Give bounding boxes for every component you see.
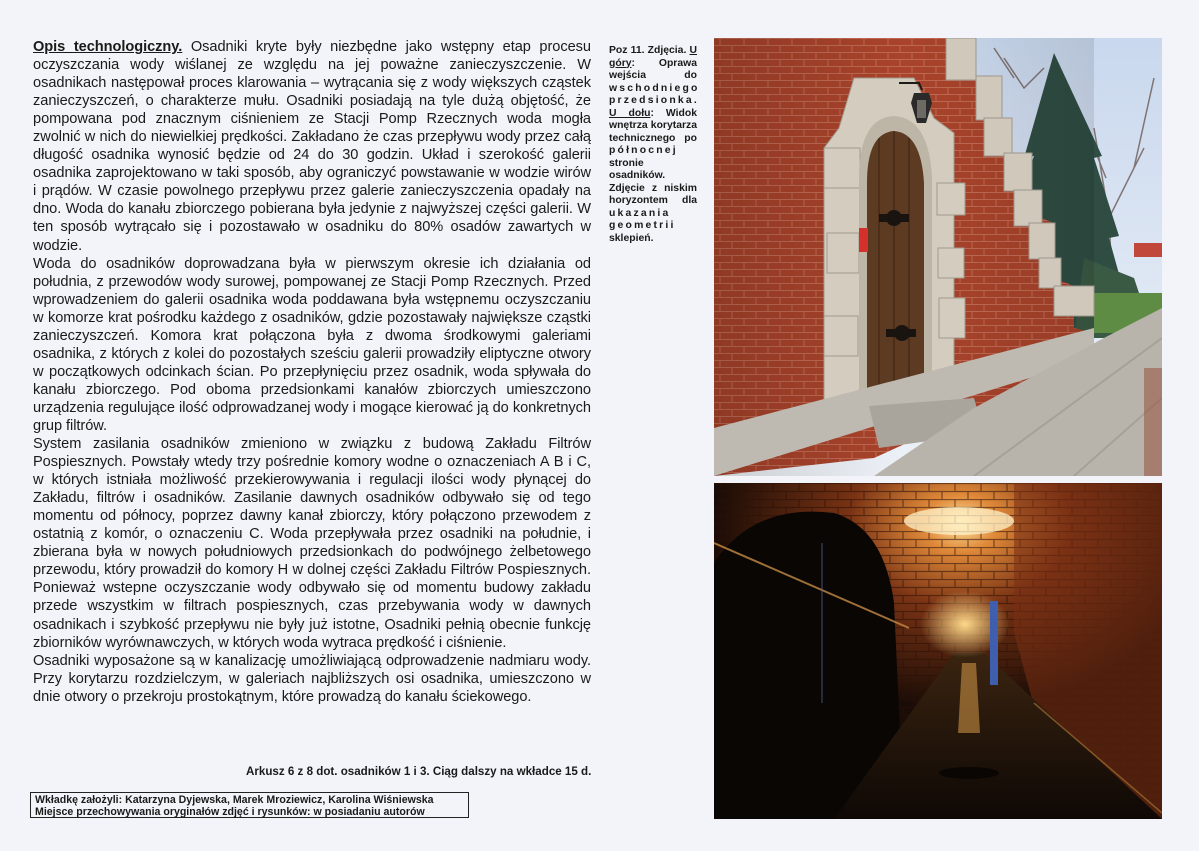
caption-bottom-text-3: sklepień. xyxy=(609,232,654,244)
photo-entrance-doorway xyxy=(714,38,1162,476)
paragraph-1 xyxy=(33,38,591,255)
paragraph-2: Woda do osadników doprowadzana była w pierwszym okresie ich działania od południa, z przewodów wody surowej, pompowanej ze Stacji Pomp Rzecznych. Przed wprowadzeniem do galerii osadnika woda poddawana była wstępnemu oczyszczaniu w komorze krat pośrodku każdego z osadników, gdzie pozostawały największe cząstki zanieczyszczeń. Komora krat połączona była z dwoma środkowymi galeriami osadnika, z których z kolei do pozostałych sześciu galerii prowadziły eliptyczne otwory w początkowych odcinkach ścian. Po przepłynięciu przez osadnik, woda spływała do kanału zbiorczego. Pod oboma przedsionkami kanałów zbiorczych umieszczono urządzenia regulujące ilość odprowadzanej wody i mogące kierować ją do konkretnych grup filtrów. xyxy=(33,255,591,434)
credits-box xyxy=(30,792,469,818)
credits-storage: Miejsce przechowywania oryginałów zdjęć i rysunków: w posiadaniu autorów xyxy=(35,806,425,818)
main-text-column xyxy=(33,38,591,706)
caption-bottom-wide-2: ukazania geometrii xyxy=(609,207,676,231)
section-heading: Opis technologiczny. xyxy=(33,39,183,55)
paragraph-1-body: Osadniki kryte były niezbędne jako wstępny etap procesu oczyszczania wody wiślanej ze względu na jej poważne zanieczyszczenie. W osadnikach następował proces klarowania – wytrącania się z wody większych cząstek zanieczyszczeń, o charakterze mułu. Osadniki posiadają na tyle dużą objętość, że pompowana pod znacznym ciśnieniem ze Stacji Pomp Rzecznych woda mogła zwolnić w nich do niewielkiej prędkości. Zakładano że czas przepływu wody przez całą długość osadnika wynosić będzie od 24 do 30 godzin. Układ i szerokość galerii osadnika zaprojektowano w taki sposób, aby ograniczyć powstawanie w wodzie wirów i prądów. W czasie powolnego przepływu przez galerie zanieczyszczenia opadały na dno. Woda do kanału zbiorczego pobierana była jedynie z najwyższej części galerii. W ten sposób wytrącało się i pozostawało w osadniku do 80% osadów zawartych w wodzie. xyxy=(33,39,591,254)
photo-caption xyxy=(609,45,700,245)
caption-top-wide: wschodniego przedsionka. xyxy=(609,82,700,106)
caption-title: Poz 11. Zdjęcia. xyxy=(609,45,687,56)
photo-tunnel-corridor xyxy=(714,483,1162,819)
caption-bottom-wide-1: północnej xyxy=(609,145,678,156)
caption-bottom-label: U dołu xyxy=(609,107,651,119)
photo-tunnel-image xyxy=(714,483,1162,819)
caption-top-text: : Oprawa wejścia do xyxy=(609,57,697,81)
credits-authors: Wkładkę założyli: Katarzyna Dyjewska, Marek Mroziewicz, Karolina Wiśniewska xyxy=(35,794,434,806)
caption-bottom-text-2: stronie osadników. Zdjęcie z niskim horyzontem dla xyxy=(609,157,697,206)
photo-entrance-image xyxy=(714,38,1162,476)
caption-top-label: U góry xyxy=(609,45,698,69)
paragraph-3: System zasilania osadników zmieniono w związku z budową Zakładu Filtrów Pospiesznych. Powstały wtedy trzy pośrednie komory wodne o oznaczeniach A B i C, w których istniała możliwość przekierowywania i regulacji ilości wody płynącej do Zakładu, filtrów i osadników. Zasilanie dawnych osadników odbywało się od tego momentu od północy, poprzez dawny kanał zbiorczy, który połączono przewodem z ostatnią z komór, o oznaczeniu C. Woda przepływała przez osadniki na południe, i zbierana była w nowych południowych przedsionkach do podwójnego żelbetowego przewodu, który prowadził do komory H w dolnej części Zakładu Filtrów Pospiesznych. Ponieważ wstepne oczyszczanie wody odbywało się od momentu budowy zakładu przede wszystkim w filtrach pospiesznych, czas przebywania wody w dawnych osadnikach i szybkość przepływu nie były już istotne, Osadniki pełnią obecnie funkcję zbiorników wyrównawczych, w których woda wytraca prędkość i ciśnienie. xyxy=(33,436,591,651)
paragraph-4: Osadniki wyposażone są w kanalizację umożliwiającą odprowadzenie nadmiaru wody. Przy korytarzu rozdzielczym, w galeriach najbliższych osi osadnika, umieszczono w dnie otwory o przekroju prostokątnym, które prowadzą do kanału ściekowego. xyxy=(33,652,591,705)
sheet-note: Arkusz 6 z 8 dot. osadników 1 i 3. Ciąg dalszy na wkładce 15 d. xyxy=(246,765,592,778)
caption-bottom-text: : Widok wnętrza korytarza technicznego po xyxy=(609,107,697,144)
